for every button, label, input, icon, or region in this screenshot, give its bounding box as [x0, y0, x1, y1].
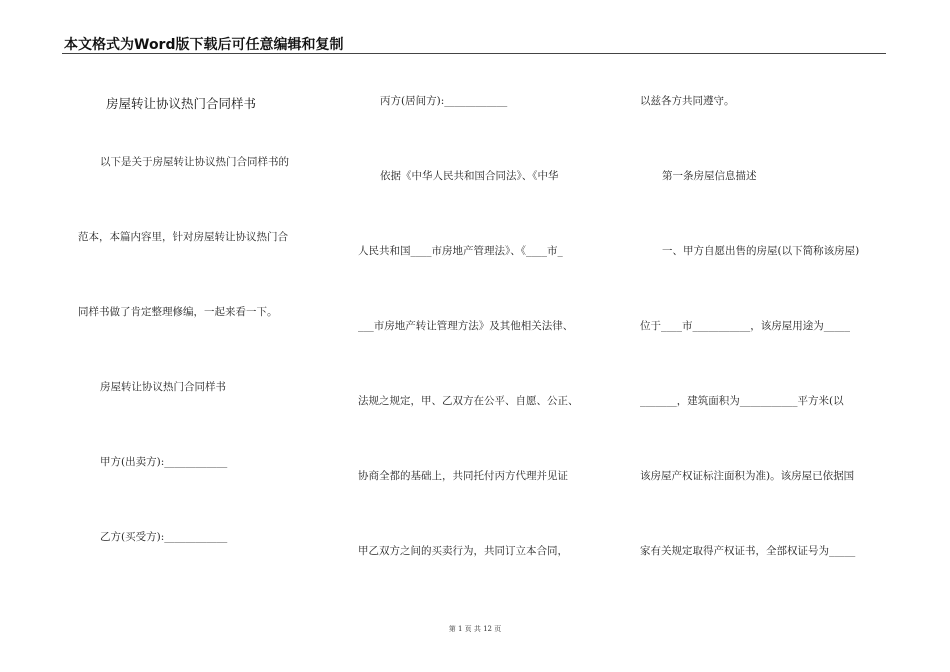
- party-b-line: 乙方(买受方):____________: [100, 531, 228, 543]
- header-rule: [62, 53, 886, 54]
- paragraph-line: 人民共和国____市房地产管理法》、《____市_: [358, 245, 563, 257]
- paragraph-line: 房屋转让协议热门合同样书: [100, 381, 226, 393]
- page-number-footer: 第 1 页 共 12 页: [448, 625, 502, 633]
- section-heading: 第一条房屋信息描述: [662, 170, 757, 182]
- document-title: 房屋转让协议热门合同样书: [106, 96, 257, 111]
- paragraph-line: 法规之规定，甲、乙双方在公平、自愿、公正、: [358, 395, 579, 407]
- paragraph-line: 该房屋产权证标注面积为准)。该房屋已依据国: [640, 470, 855, 482]
- paragraph-line: 同样书做了肯定整理修编，一起来看一下。: [78, 306, 278, 318]
- paragraph-line: 依据《中华人民共和国合同法》、《中华: [380, 170, 559, 182]
- paragraph-line: 一、甲方自愿出售的房屋(以下简称该房屋): [662, 245, 860, 257]
- paragraph-line: ___市房地产转让管理方法》及其他相关法律、: [358, 320, 574, 332]
- paragraph-line: 以兹各方共同遵守。: [640, 95, 735, 107]
- paragraph-line: 家有关规定取得产权证书，全部权证号为_____: [640, 545, 856, 557]
- paragraph-line: 以下是关于房屋转让协议热门合同样书的: [100, 156, 289, 168]
- party-c-line: 丙方(居间方):____________: [380, 95, 508, 107]
- paragraph-line: _______，建筑面积为___________平方米(以: [640, 395, 844, 407]
- paragraph-line: 范本，本篇内容里，针对房屋转让协议热门合: [78, 231, 288, 243]
- paragraph-line: 位于____市___________，该房屋用途为_____: [640, 320, 850, 332]
- header-title: 本文格式为Word版下载后可任意编辑和复制: [64, 37, 344, 53]
- paragraph-line: 协商全都的基础上，共同托付丙方代理并见证: [358, 470, 568, 482]
- party-a-line: 甲方(出卖方):____________: [100, 456, 228, 468]
- paragraph-line: 甲乙双方之间的买卖行为，共同订立本合同，: [358, 545, 568, 557]
